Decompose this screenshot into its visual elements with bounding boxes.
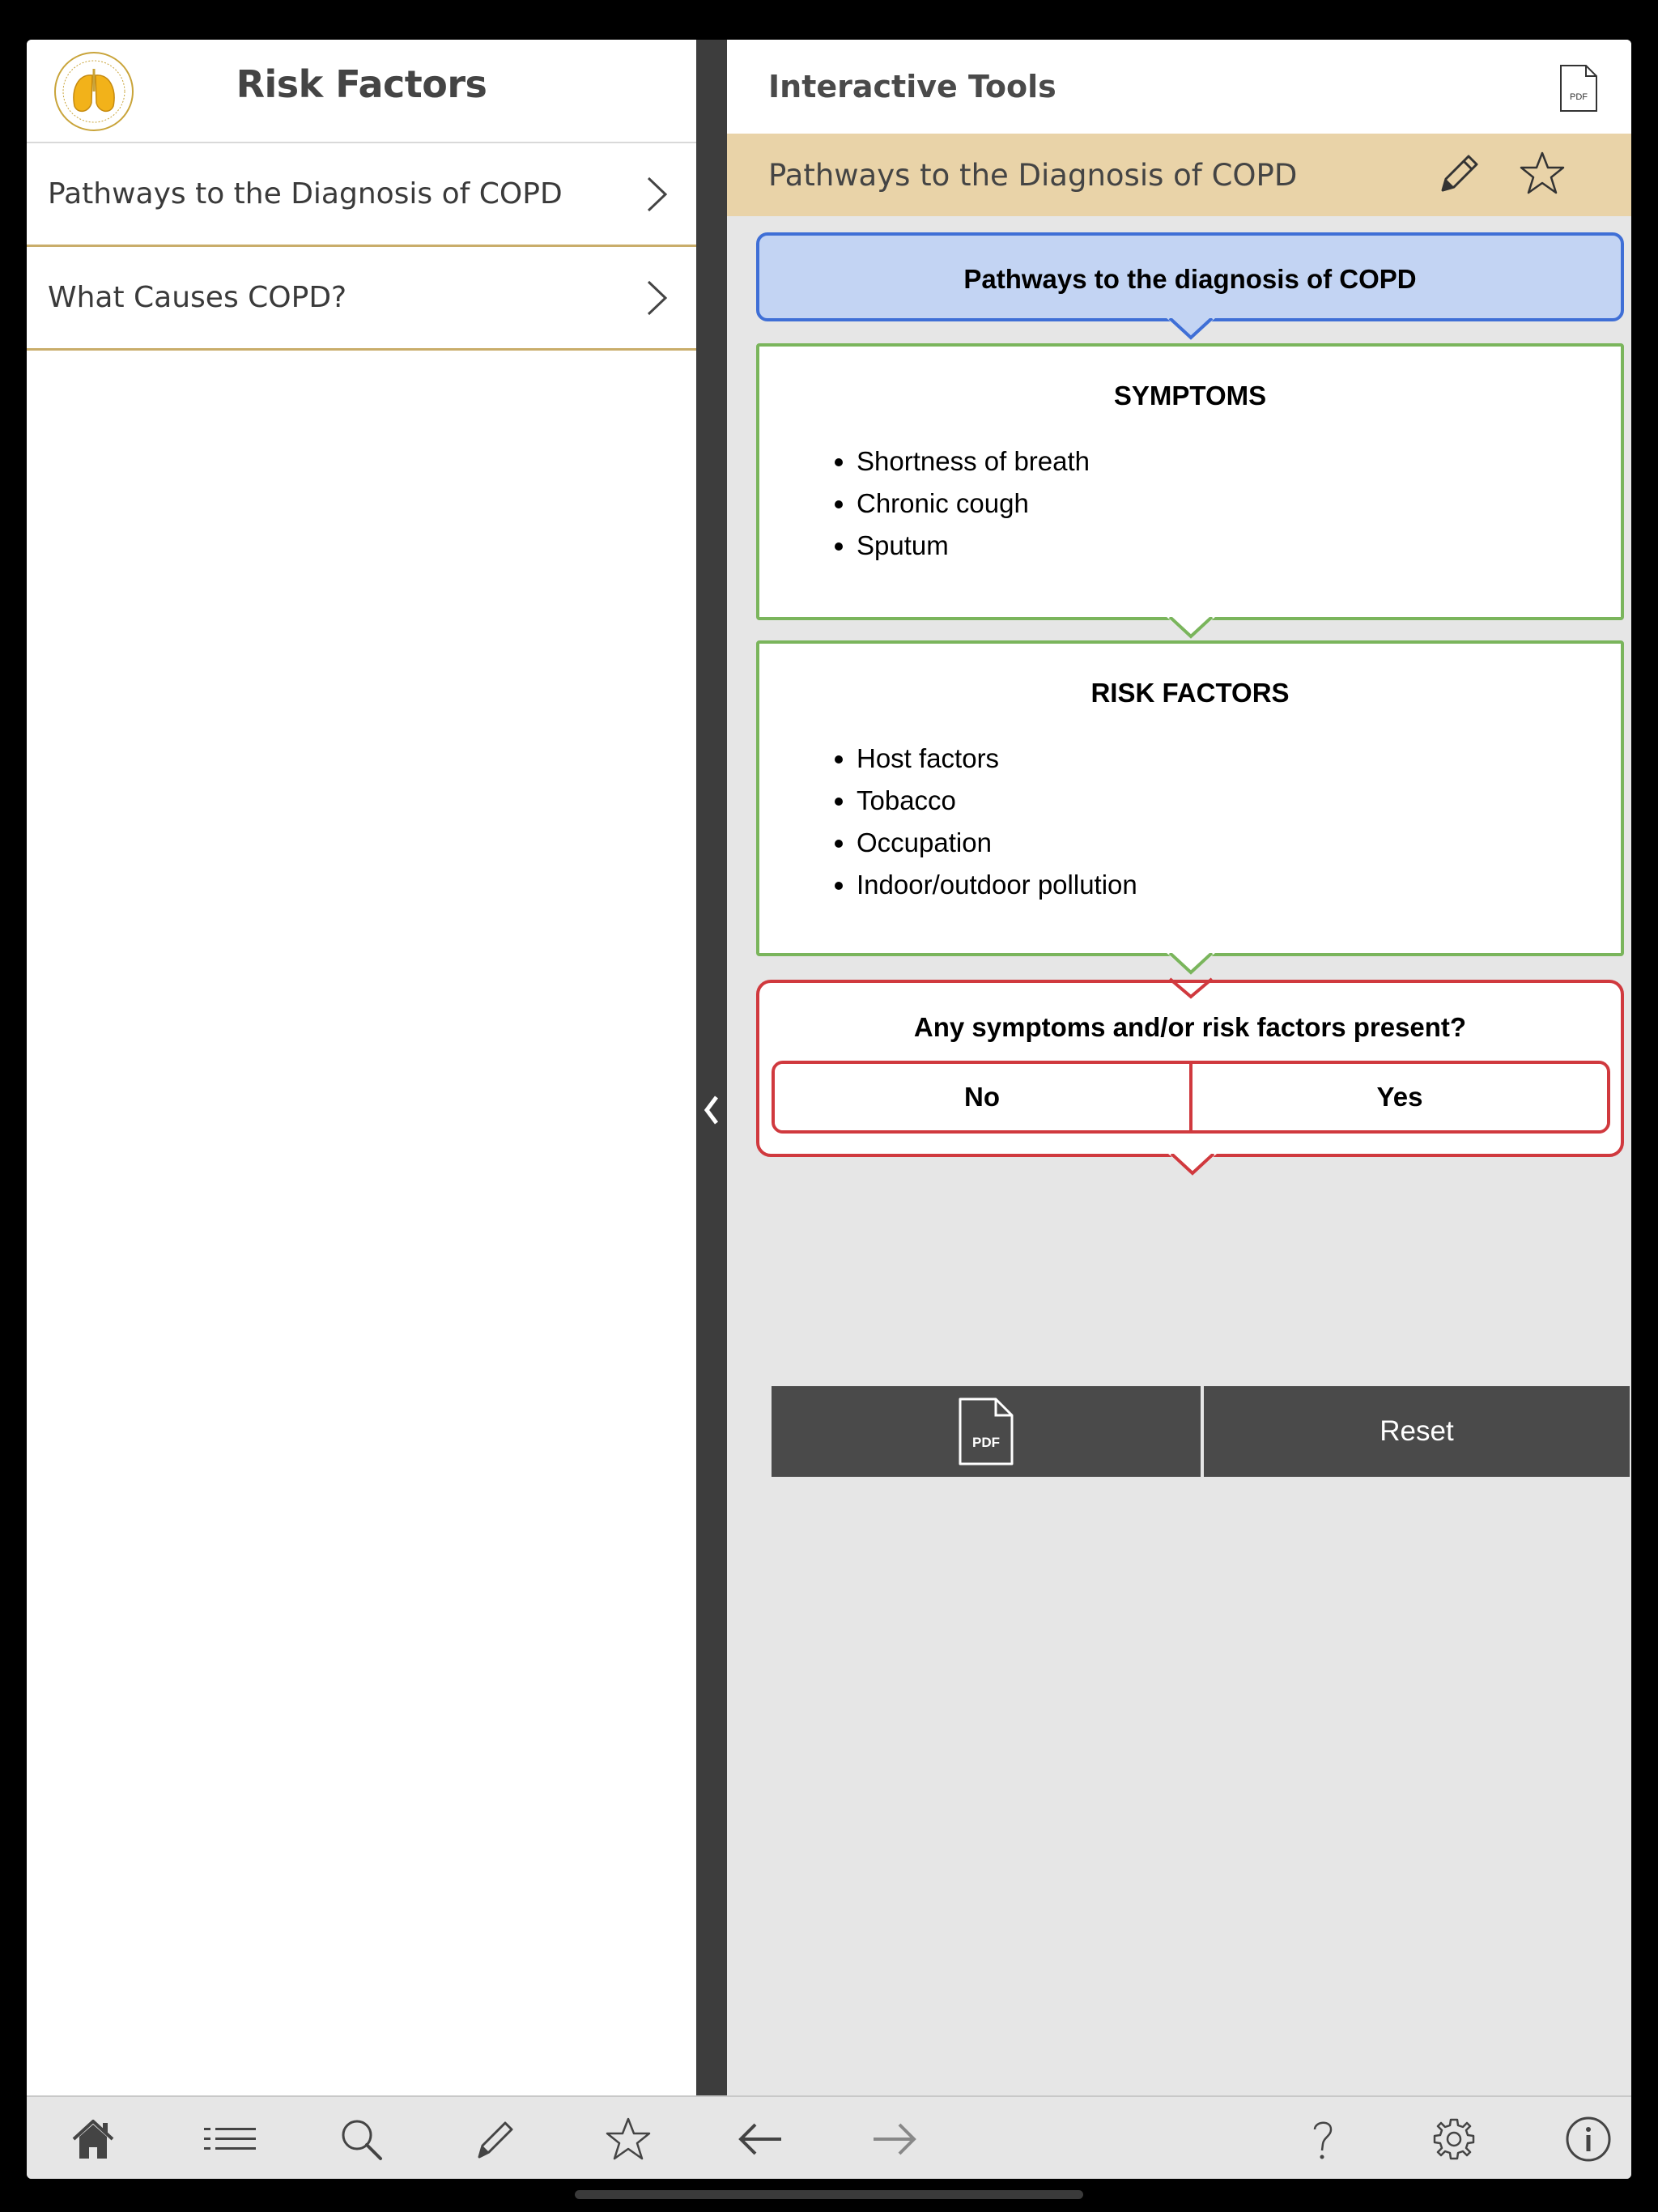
symptoms-heading: SYMPTOMS <box>1113 381 1267 410</box>
risk-factors-list <box>823 738 1137 906</box>
page-title: Risk Factors <box>236 62 487 106</box>
connector-arrow <box>1168 1154 1217 1181</box>
search-icon[interactable] <box>337 2115 385 2163</box>
question-text: Any symptoms and/or risk factors present? <box>913 1012 1467 1042</box>
star-icon[interactable] <box>1517 148 1567 198</box>
connector-arrow <box>1167 977 1215 1005</box>
symptoms-box <box>756 343 1624 620</box>
list-item: • Shortness of breath <box>857 440 1090 483</box>
settings-icon[interactable] <box>1430 2115 1478 2163</box>
no-button[interactable]: No <box>775 1064 1192 1130</box>
app-window <box>27 40 1631 2179</box>
list-item: • Indoor/outdoor pollution <box>857 864 1137 906</box>
subheader-bar <box>727 134 1631 216</box>
right-panel <box>727 40 1631 2095</box>
risk-factors-heading: RISK FACTORS <box>1090 678 1290 708</box>
pencil-icon[interactable] <box>1433 150 1483 200</box>
risk-factors-box <box>756 640 1624 956</box>
nav-item-pathways[interactable] <box>27 143 696 247</box>
connector-arrow <box>1167 318 1215 346</box>
pencil-icon[interactable] <box>471 2115 520 2163</box>
info-icon[interactable] <box>1564 2115 1613 2163</box>
chevron-right-icon <box>644 176 669 213</box>
list-item: • Host factors <box>857 738 1137 780</box>
yes-button[interactable]: Yes <box>1192 1064 1607 1130</box>
question-box <box>756 980 1624 1157</box>
export-pdf-button[interactable] <box>772 1386 1201 1477</box>
subheader-title: Pathways to the Diagnosis of COPD <box>768 158 1298 193</box>
home-icon[interactable] <box>69 2115 117 2163</box>
star-icon[interactable] <box>604 2115 653 2163</box>
section-title: Interactive Tools <box>768 69 1056 104</box>
left-header <box>27 40 696 143</box>
flowchart-title: Pathways to the diagnosis of COPD <box>963 264 1417 294</box>
symptoms-list <box>823 440 1090 567</box>
back-arrow-icon[interactable] <box>736 2115 784 2163</box>
split-divider[interactable] <box>696 40 727 2095</box>
list-item: • Occupation <box>857 822 1137 864</box>
reset-button[interactable]: Reset <box>1204 1386 1630 1477</box>
nav-item-what-causes[interactable] <box>27 247 696 351</box>
list-icon[interactable] <box>199 2115 261 2163</box>
pdf-icon-label: PDF <box>1570 92 1588 102</box>
answer-group <box>772 1061 1610 1134</box>
home-indicator[interactable] <box>575 2190 1083 2199</box>
chevron-right-icon <box>644 279 669 317</box>
list-item: • Chronic cough <box>857 483 1090 525</box>
chevron-left-icon[interactable] <box>702 1092 721 1128</box>
pdf-icon <box>957 1397 1015 1466</box>
flowchart-title-box <box>756 232 1624 321</box>
left-panel <box>27 40 696 2095</box>
nav-item-label: What Causes COPD? <box>48 281 347 314</box>
connector-arrow <box>1167 953 1215 981</box>
action-bar <box>772 1386 1630 1477</box>
nav-item-label: Pathways to the Diagnosis of COPD <box>48 177 563 211</box>
pdf-icon-label: PDF <box>972 1435 1000 1450</box>
list-item: • Tobacco <box>857 780 1137 822</box>
right-header <box>727 40 1631 134</box>
list-item: • Sputum <box>857 525 1090 567</box>
bottom-toolbar <box>27 2095 1631 2179</box>
help-icon[interactable] <box>1299 2115 1347 2163</box>
forward-arrow-icon[interactable] <box>870 2115 919 2163</box>
pdf-icon[interactable] <box>1558 64 1599 113</box>
